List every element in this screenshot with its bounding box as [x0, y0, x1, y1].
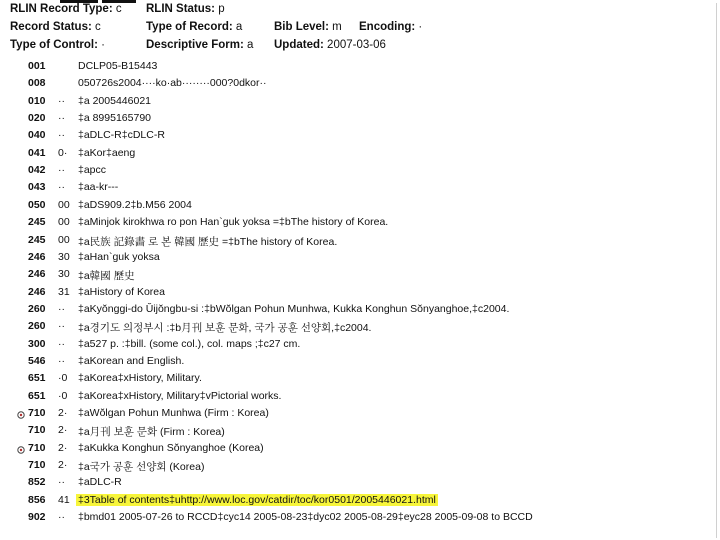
header-field-value: a [235, 21, 243, 33]
header-field-value: c [115, 3, 122, 15]
marc-tag: 008 [28, 77, 46, 90]
header-field-label: Type of Control: [10, 39, 98, 51]
marc-indicators: 41 [58, 493, 70, 506]
header-field-label: Bib Level: [274, 21, 329, 33]
marc-tag: 546 [28, 354, 46, 367]
header-field [274, 39, 386, 51]
marc-field-row[interactable] [0, 77, 720, 94]
marc-tag: 040 [28, 129, 46, 142]
marc-indicators: 2· [58, 459, 68, 472]
marc-tag: 001 [28, 60, 46, 72]
marc-tag: 651 [28, 389, 46, 402]
marc-indicators: ·0 [58, 372, 68, 385]
marc-tag: 245 [28, 216, 46, 229]
marc-field-value: ‡aKorea‡xHistory, Military‡vPictorial works. [78, 389, 282, 402]
marc-field-value: ‡a韓國 歷史 [78, 270, 135, 283]
marc-field-row[interactable] [0, 338, 720, 355]
header-field-value: m [332, 21, 342, 33]
header-field [146, 39, 253, 51]
marc-indicators: ·· [58, 320, 65, 333]
header-field [10, 21, 101, 33]
marc-field-value: ‡aKukka Konghun Sŏnyanghoe (Korea) [78, 441, 264, 454]
linked-record-icon[interactable] [17, 446, 25, 454]
marc-field-row[interactable] [0, 303, 720, 320]
marc-indicators: ·0 [58, 389, 68, 402]
marc-indicators: 31 [58, 285, 70, 298]
header-field-value: c [95, 21, 101, 33]
marc-field-value: ‡aa-kr--- [78, 181, 119, 194]
marc-tag: 710 [28, 407, 46, 419]
marc-tag: 246 [28, 285, 46, 298]
marc-field-value: DCLP05-B15443 [78, 60, 158, 72]
marc-indicators: ·· [58, 354, 65, 367]
marc-field-row[interactable] [0, 476, 720, 493]
marc-indicators: 30 [58, 268, 70, 281]
marc-field-value-highlighted[interactable]: ‡3Table of contents‡uhttp://www.loc.gov/catdir/toc/kor0501/2005446021.html [78, 493, 436, 506]
marc-tag: 902 [28, 511, 46, 524]
marc-indicators: ·· [58, 112, 65, 125]
header-field [10, 3, 122, 15]
marc-indicators: 2· [58, 407, 68, 419]
marc-tag: 260 [28, 320, 46, 333]
marc-field-value: ‡aDS909.2‡b.M56 2004 [78, 198, 192, 211]
marc-field-row[interactable] [0, 147, 720, 164]
marc-tag: 041 [28, 146, 46, 159]
marc-indicators: 00 [58, 233, 70, 246]
marc-field-value: ‡aKor‡aeng [78, 146, 136, 159]
header-line [0, 39, 720, 56]
marc-field-value: ‡aKorean and English. [78, 354, 185, 367]
marc-field-row[interactable] [0, 442, 720, 459]
marc-field-row[interactable] [0, 355, 720, 372]
marc-field-row[interactable] [0, 459, 720, 476]
marc-indicators: ·· [58, 129, 65, 142]
marc-tag: 300 [28, 337, 46, 350]
marc-field-value: ‡a527 p. :‡bill. (some col.), col. maps ;‡c27 cm. [78, 337, 301, 350]
header-field-value: p [218, 3, 225, 15]
marc-field-value: ‡apcc [78, 164, 107, 177]
marc-indicators: 00 [58, 198, 70, 211]
marc-field-value: ‡aDLC-R [78, 476, 122, 489]
marc-field-value: ‡aHistory of Korea [78, 285, 165, 298]
marc-field-value: ‡a 2005446021 [78, 94, 151, 107]
header-field-label: RLIN Status: [146, 3, 215, 15]
marc-tag: 710 [28, 441, 46, 454]
header-field-value: 2007-03-06 [327, 39, 386, 51]
marc-tag: 651 [28, 372, 46, 385]
marc-field-row[interactable] [0, 234, 720, 251]
marc-field-row[interactable] [0, 181, 720, 198]
marc-field-value: ‡aDLC-R‡cDLC-R [78, 129, 165, 142]
marc-indicators: ·· [58, 476, 65, 489]
marc-indicators: ·· [58, 164, 65, 177]
marc-tag: 260 [28, 302, 46, 315]
marc-tag: 246 [28, 268, 46, 281]
marc-field-row[interactable] [0, 494, 720, 511]
marc-tag: 246 [28, 250, 46, 263]
marc-field-row[interactable] [0, 129, 720, 146]
marc-field-row[interactable] [0, 251, 720, 268]
marc-indicators: 00 [58, 216, 70, 229]
marc-field-value: ‡bmd01 2005-07-26 to RCCD‡cyc14 2005-08-23‡dyc02 2005-08-29‡eyc28 2005-09-08 to BCCD [78, 511, 533, 524]
marc-field-row[interactable] [0, 424, 720, 441]
header-field [359, 21, 422, 33]
marc-field-row[interactable] [0, 60, 720, 77]
marc-tag: 245 [28, 233, 46, 246]
marc-field-row[interactable] [0, 199, 720, 216]
marc-indicators: ·· [58, 181, 65, 194]
linked-record-icon[interactable] [17, 411, 25, 419]
marc-field-value: ‡a月刊 보훈 문화 (Firm : Korea) [78, 426, 225, 439]
marc-tag: 852 [28, 476, 46, 489]
marc-field-value: ‡aKyŏnggi-do Ŭijŏngbu-si :‡bWŏlgan Pohun Munhwa, Kukka Konghun Sŏnyanghoe,‡c2004. [78, 302, 510, 315]
marc-field-value: ‡a民族 記錄畵 로 본 韓國 歷史 =‡bThe history of Korea. [78, 235, 338, 248]
marc-field-row[interactable] [0, 407, 720, 424]
header-field [146, 3, 225, 15]
marc-field-value: ‡aHan`guk yoksa [78, 250, 160, 263]
marc-tag: 050 [28, 198, 46, 211]
marc-field-row[interactable] [0, 112, 720, 129]
right-border [716, 3, 717, 538]
header-field [146, 21, 242, 33]
header-field-label: Type of Record: [146, 21, 233, 33]
marc-indicators: ·· [58, 302, 65, 315]
marc-indicators: 30 [58, 250, 70, 263]
header-field [10, 39, 105, 51]
header-line [0, 3, 720, 20]
header-field-value: · [101, 39, 105, 51]
marc-tag: 010 [28, 94, 46, 107]
marc-field-value: ‡aKorea‡xHistory, Military. [78, 372, 202, 385]
header-field [274, 21, 342, 33]
marc-tag: 042 [28, 164, 46, 177]
header-field-value: a [246, 39, 254, 51]
marc-field-row[interactable] [0, 320, 720, 337]
marc-field-row[interactable] [0, 286, 720, 303]
header-line [0, 21, 720, 38]
marc-indicators: 2· [58, 424, 68, 437]
marc-indicators: ·· [58, 94, 65, 107]
header-field-label: Encoding: [359, 21, 416, 33]
marc-field-value: ‡aWŏlgan Pohun Munhwa (Firm : Korea) [78, 407, 269, 419]
marc-field-row[interactable] [0, 372, 720, 389]
marc-field-row[interactable] [0, 511, 720, 528]
header-field-value: · [418, 21, 423, 33]
header-field-label: Record Status: [10, 21, 92, 33]
marc-field-value: 050726s2004····ko·ab········000?0dkor·· [78, 77, 267, 90]
marc-indicators: 0· [58, 146, 68, 159]
marc-tag: 856 [28, 493, 46, 506]
header-field-label: Updated: [274, 39, 324, 51]
marc-field-value: ‡a경기도 의정부시 :‡b月刊 보훈 문화, 국가 공훈 선양회,‡c2004. [78, 322, 372, 335]
marc-tag: 043 [28, 181, 46, 194]
marc-field-row[interactable] [0, 95, 720, 112]
header-field-label: Descriptive Form: [146, 39, 244, 51]
marc-field-row[interactable] [0, 164, 720, 181]
marc-tag: 710 [28, 424, 46, 437]
marc-field-value: ‡a국가 공훈 선양회 (Korea) [78, 461, 205, 474]
marc-field-row[interactable] [0, 268, 720, 285]
marc-field-value: ‡a 8995165790 [78, 112, 151, 125]
marc-field-row[interactable] [0, 216, 720, 233]
marc-field-row[interactable] [0, 390, 720, 407]
marc-indicators: ·· [58, 511, 65, 524]
marc-tag: 020 [28, 112, 46, 125]
marc-tag: 710 [28, 459, 46, 472]
marc-indicators: 2· [58, 441, 68, 454]
marc-indicators: ·· [58, 337, 65, 350]
marc-field-value: ‡aMinjok kirokhwa ro pon Han`guk yoksa =‡bThe history of Korea. [78, 216, 389, 229]
header-field-label: RLIN Record Type: [10, 3, 113, 15]
